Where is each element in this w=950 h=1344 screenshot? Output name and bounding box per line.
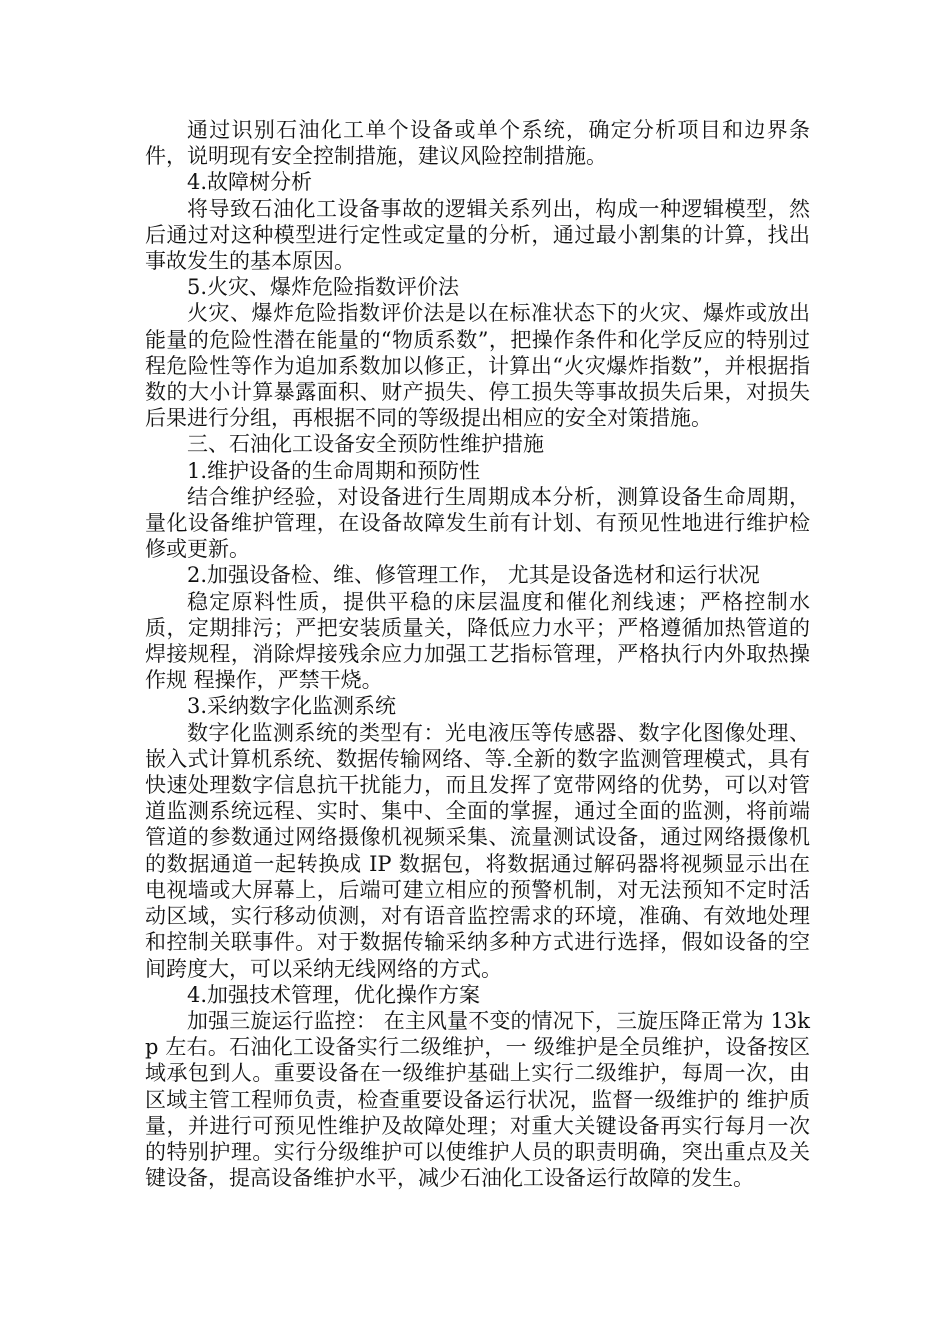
paragraph-technical-management: 加强三旋运行监控： 在主风量不变的情况下，三旋压降正常为 13k p 左右。石油化工设备实行二级维护，一 级维护是全员维护，设备按区域承包到人。重要设备在一级维护基础上实行二级维护，每周一次，由区域主管工程师负责，检查重要设备运行状况，监督一级维护的 维护质量，并进行可预见性维护及故障处理；对重大关键设备再实行每月一次的特别护理。实行分级维护可以使维护人员的职责明确，突出重点及关键设备，提高设备维护水平，减少石油化工设备运行故障的发生。 (145, 1008, 810, 1191)
heading-technical-management: 4.加强技术管理，优化操作方案 (187, 982, 481, 1007)
paragraph-lifecycle-prevention: 结合维护经验，对设备进行生周期成本分析，测算设备生命周期，量化设备维护管理，在设备故障发生前有计划、有预见性地进行维护检修或更新。 (145, 484, 810, 562)
document-body (145, 117, 810, 1191)
heading-lifecycle-prevention: 1.维护设备的生命周期和预防性 (187, 458, 481, 483)
heading-digital-monitoring: 3.采纳数字化监测系统 (187, 694, 397, 719)
heading-inspection-management: 2.加强设备检、维、修管理工作， 尤其是设备选材和运行状况 (187, 563, 760, 588)
heading-fault-tree-analysis: 4.故障树分析 (187, 170, 313, 195)
section-heading-preventive-maintenance: 三、石油化工设备安全预防性维护措施 (187, 432, 544, 457)
paragraph-fire-explosion-index: 火灾、爆炸危险指数评价法是以在标准状态下的火灾、爆炸或放出能量的危险性潜在能量的“物质系数”，把操作条件和化学反应的特别过程危险性等作为追加系数加以修正，计算出“火灾爆炸指数”，并根据指数的大小计算暴露面积、财产损失、停工损失等事故损失后果，对损失后果进行分组，再根据不同的等级提出相应的安全对策措施。 (145, 301, 810, 431)
paragraph-fault-tree-analysis: 将导致石油化工设备事故的逻辑关系列出，构成一种逻辑模型，然后通过对这种模型进行定性或定量的分析，通过最小割集的计算，找出事故发生的基本原因。 (145, 196, 810, 274)
paragraph-risk-control-intro: 通过识别石油化工单个设备或单个系统，确定分析项目和边界条件，说明现有安全控制措施，建议风险控制措施。 (145, 118, 810, 169)
heading-fire-explosion-index: 5.火灾、爆炸危险指数评价法 (187, 275, 460, 300)
paragraph-inspection-management: 稳定原料性质，提供平稳的床层温度和催化剂线速；严格控制水质，定期排污；严把安装质量关，降低应力水平；严格遵循加热管道的焊接规程，消除焊接残余应力加强工艺指标管理，严格执行内外取热操作规 程操作，严禁干烧。 (145, 589, 810, 693)
paragraph-digital-monitoring: 数字化监测系统的类型有：光电液压等传感器、数字化图像处理、嵌入式计算机系统、数据传输网络、等.全新的数字监测管理模式，具有快速处理数字信息抗干扰能力，而且发挥了宽带网络的优势，可以对管道监测系统远程、实时、集中、全面的掌握，通过全面的监测，将前端管道的参数通过网络摄像机视频采集、流量测试设备，通过网络摄像机的数据通道一起转换成 IP 数据包，将数据通过解码器将视频显示出在电视墙或大屏幕上，后端可建立相应的预警机制，对无法预知不定时活动区域，实行移动侦测，对有语音监控需求的环境，准确、有效地处理和控制关联事件。对于数据传输采纳多种方式进行选择，假如设备的空间跨度大，可以采纳无线网络的方式。 (145, 720, 810, 981)
